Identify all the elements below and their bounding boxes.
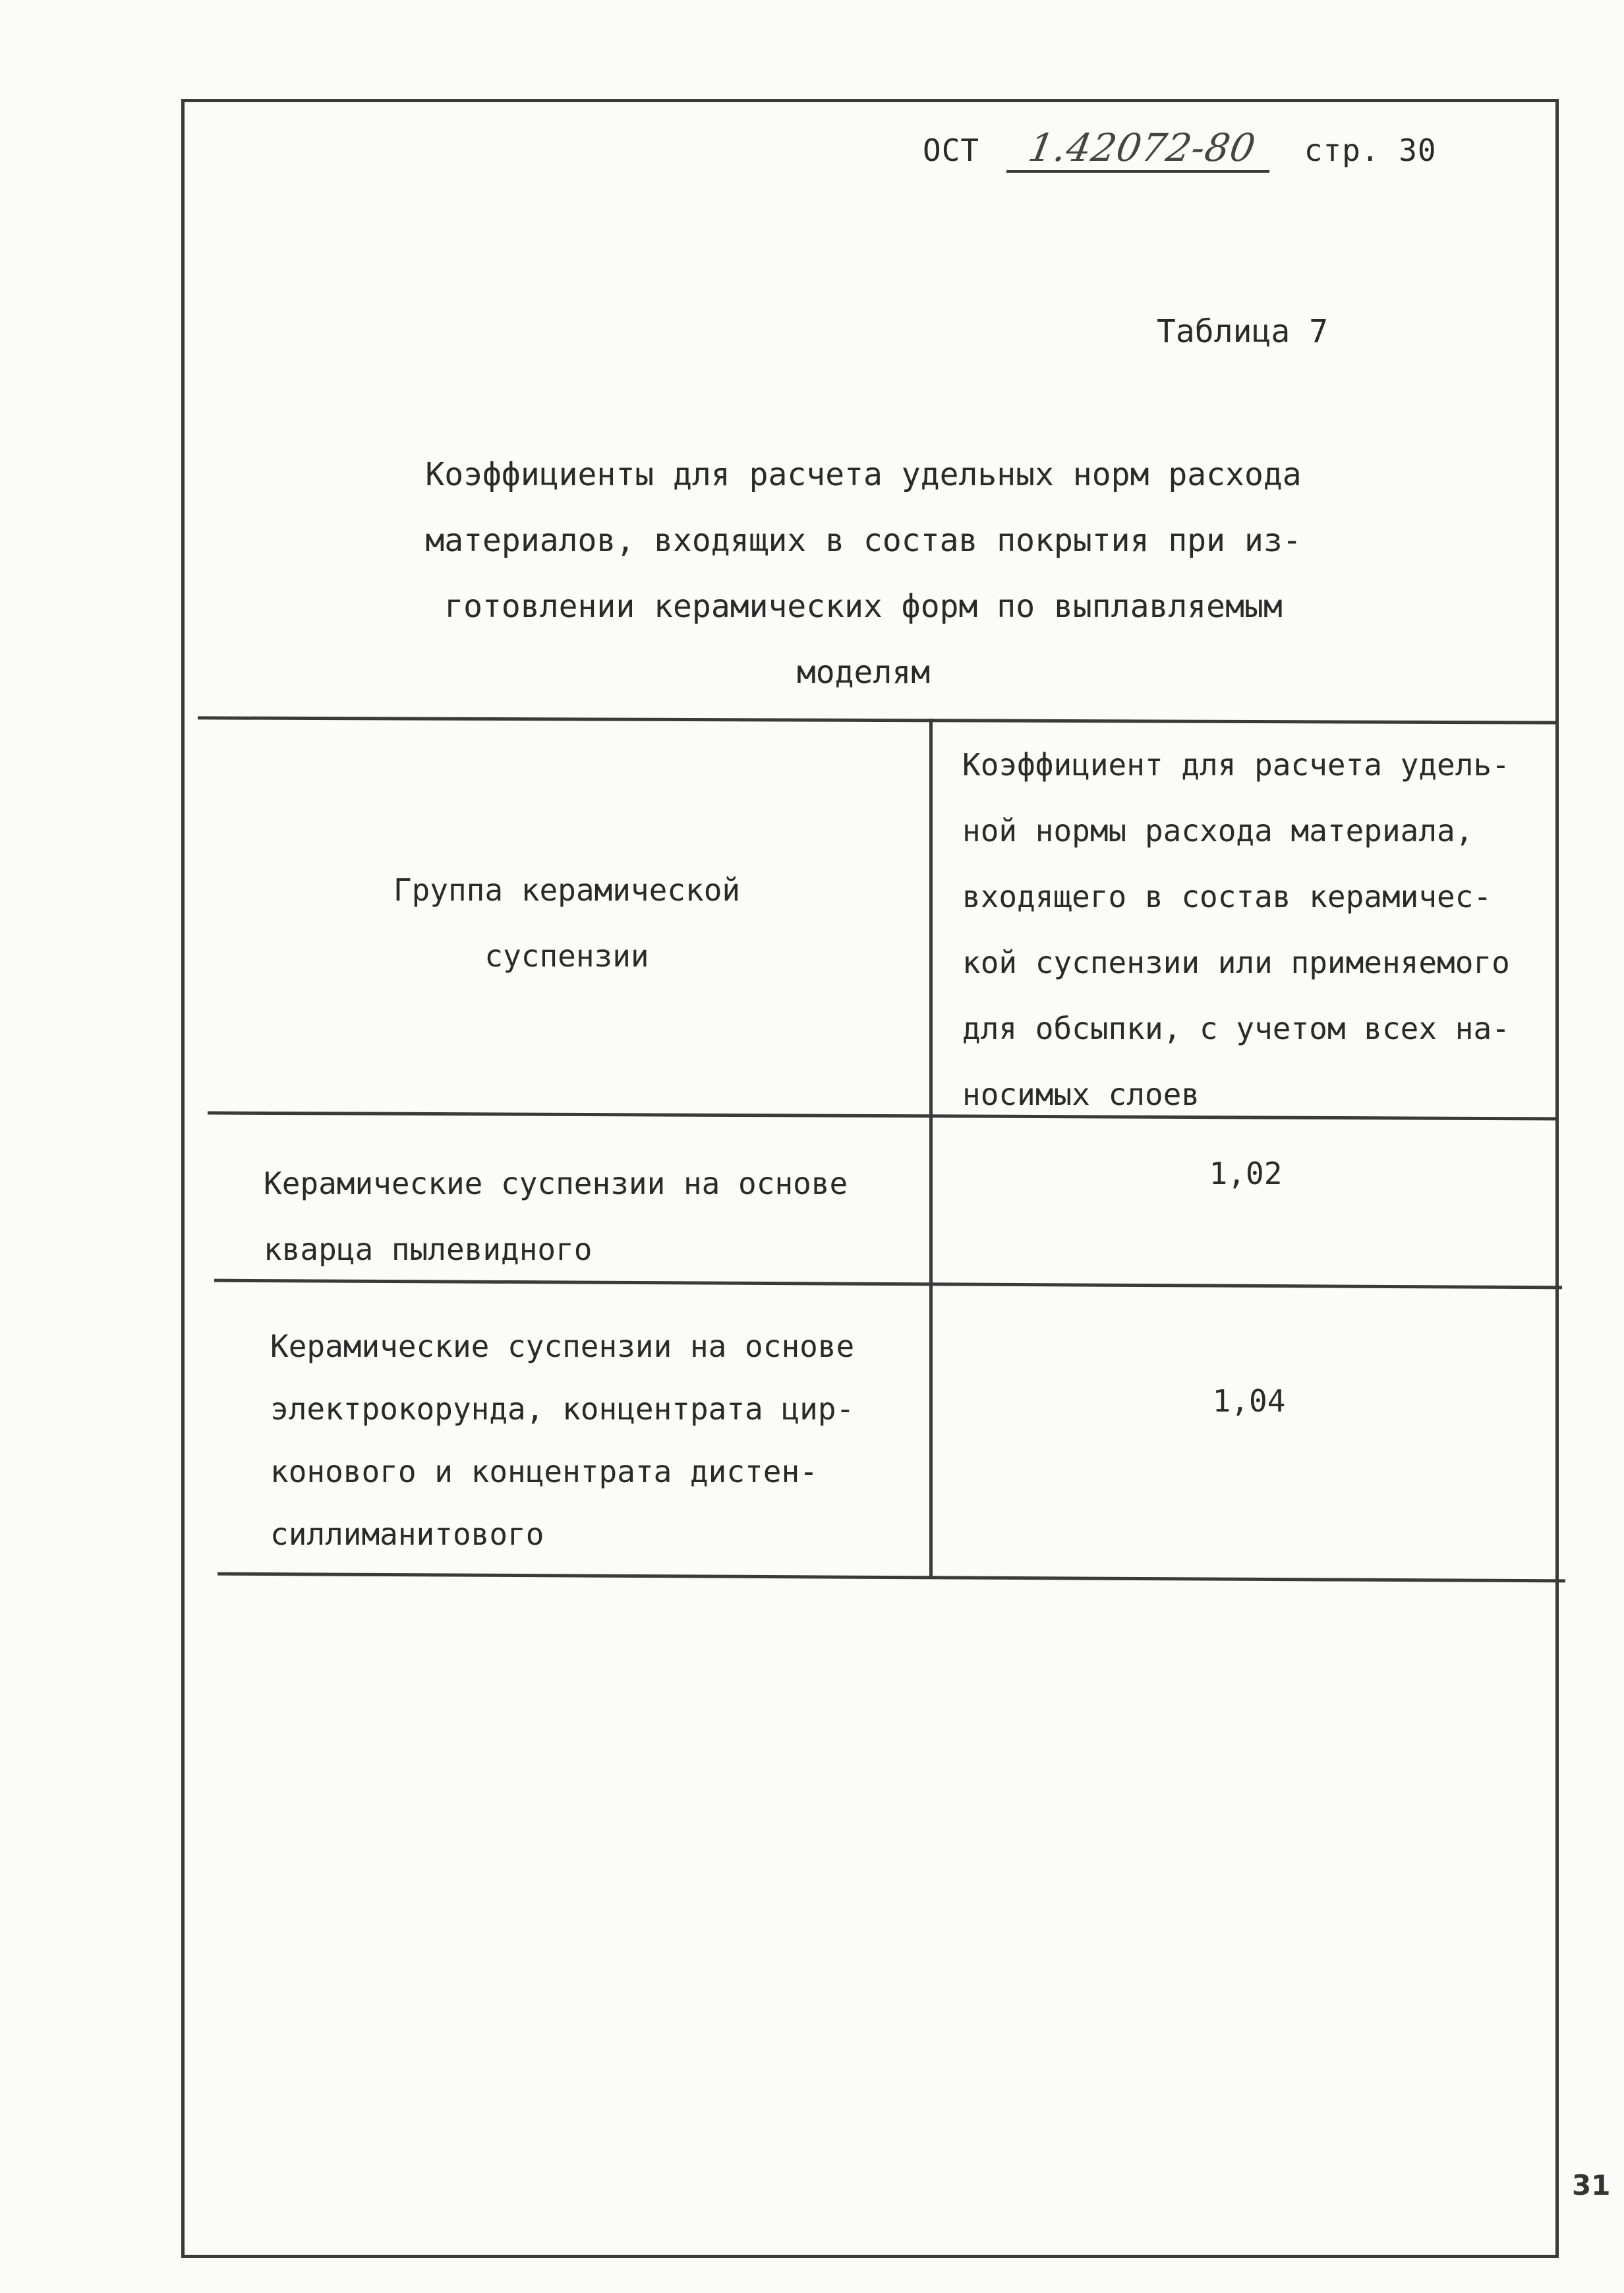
table-row-2-coefficient: 1,04 xyxy=(1212,1383,1286,1419)
cell-line: Керамические суспензии на основе xyxy=(264,1166,848,1201)
table-row-1-group xyxy=(264,1150,923,1282)
column-header-coefficient xyxy=(962,732,1555,1127)
table-label: Таблица 7 xyxy=(1157,313,1329,350)
header-line: входящего в состав керамичес- xyxy=(962,879,1492,914)
cell-line: силлиманитового xyxy=(270,1516,544,1552)
page-label: стр. 30 xyxy=(1304,133,1437,168)
column-divider xyxy=(929,719,933,1579)
header-line: кой суспензии или применяемого xyxy=(962,945,1510,980)
header-line: суспензии xyxy=(484,938,649,974)
caption-line: готовлении керамических форм по выплавляемым xyxy=(444,588,1283,625)
cell-line: Керамические суспензии на основе xyxy=(270,1328,855,1364)
header-line: Коэффициент для расчета удель- xyxy=(962,747,1510,783)
header-line: для обсыпки, с учетом всех на- xyxy=(962,1011,1510,1046)
caption-line: материалов, входящих в состав покрытия при из- xyxy=(425,522,1302,559)
caption-line: Коэффициенты для расчета удельных норм расхода xyxy=(425,456,1302,493)
sheet-number: 31 xyxy=(1572,2169,1611,2201)
cell-line: электрокорунда, концентрата цир- xyxy=(270,1391,855,1427)
column-header-group xyxy=(211,857,923,989)
table-row-2-group xyxy=(270,1315,929,1566)
caption-line: моделям xyxy=(796,654,931,691)
header-line: Группа керамической xyxy=(393,872,741,908)
standard-prefix: ОСТ xyxy=(923,133,980,168)
table-row-1-coefficient: 1,02 xyxy=(1209,1156,1283,1191)
header-line: ной нормы расхода материала, xyxy=(962,813,1474,849)
standard-number: 1.42072-80 xyxy=(1006,125,1277,173)
cell-line: кварца пылевидного xyxy=(264,1232,593,1267)
document-header xyxy=(923,125,1437,173)
cell-line: конового и концентрата дистен- xyxy=(270,1454,818,1489)
header-line: носимых слоев xyxy=(962,1077,1200,1112)
table-caption xyxy=(369,442,1358,705)
